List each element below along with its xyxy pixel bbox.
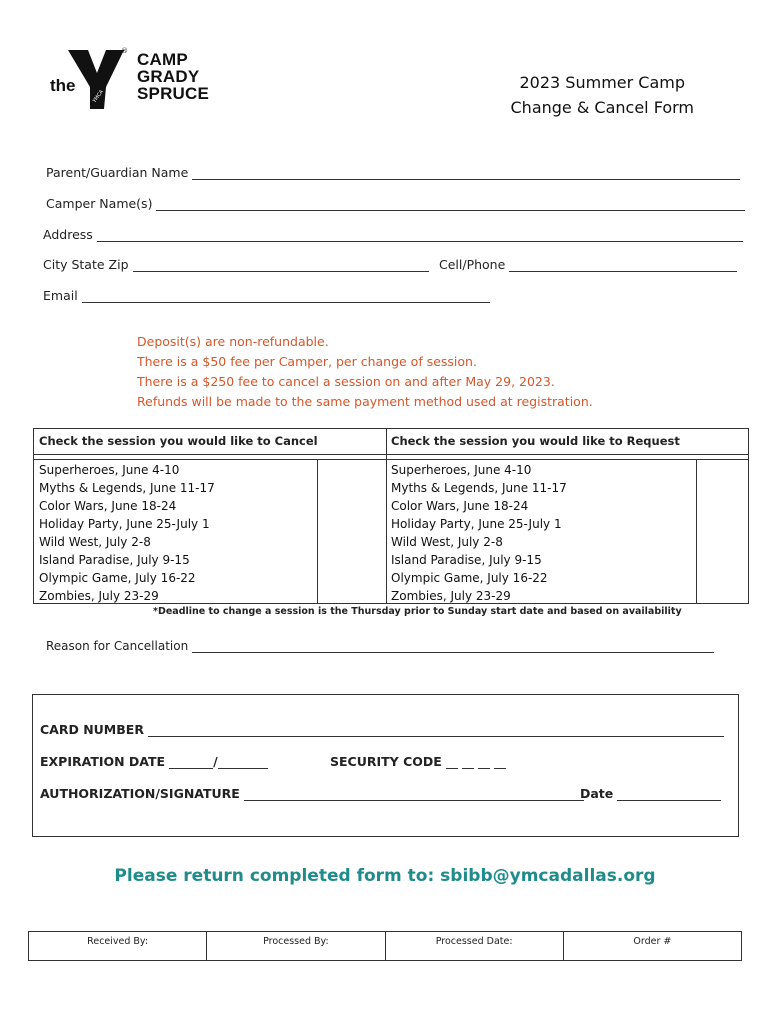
- card-number-field[interactable]: [40, 722, 724, 737]
- order-number-cell[interactable]: Order #: [633, 936, 672, 947]
- received-by-cell[interactable]: Received By:: [29, 932, 207, 960]
- logo-registered-mark: ®: [121, 47, 128, 55]
- processed-date-cell[interactable]: Processed Date:: [386, 932, 564, 960]
- email-field[interactable]: [43, 288, 490, 303]
- address-label: Address: [43, 227, 93, 242]
- security-code-field[interactable]: [330, 754, 506, 769]
- logo-the-text: the: [50, 76, 76, 95]
- card-number-line[interactable]: [148, 724, 724, 737]
- request-session-item: Wild West, July 2-8: [391, 535, 503, 549]
- list-top-border: [34, 459, 748, 460]
- form-title-line2: Change & Cancel Form: [510, 98, 694, 117]
- notice-line: Deposit(s) are non-refundable.: [137, 334, 329, 349]
- request-session-item: Olympic Game, July 16-22: [391, 571, 548, 585]
- request-session-item: Island Paradise, July 9-15: [391, 553, 542, 567]
- card-number-label: CARD NUMBER: [40, 722, 144, 737]
- cancel-session-item: Zombies, July 23-29: [39, 589, 159, 603]
- parent-name-field[interactable]: [46, 165, 740, 180]
- request-checkbox-column[interactable]: [697, 460, 748, 603]
- policy-notices: [137, 332, 593, 412]
- address-line[interactable]: [97, 229, 743, 242]
- cancel-session-list: [34, 461, 317, 605]
- cancel-session-item: Holiday Party, June 25-July 1: [39, 517, 210, 531]
- request-session-list: [386, 461, 696, 605]
- authorization-signature-line[interactable]: [244, 788, 584, 801]
- ymca-y-logo-icon: [68, 47, 124, 109]
- parent-name-label: Parent/Guardian Name: [46, 165, 189, 180]
- office-use-table: [28, 931, 742, 961]
- request-session-item: Superheroes, June 4-10: [391, 463, 532, 477]
- request-session-item: Holiday Party, June 25-July 1: [391, 517, 562, 531]
- security-code-digit-line[interactable]: [494, 756, 506, 769]
- return-instructions: Please return completed form to: sbibb@ymcadallas.org: [114, 866, 656, 886]
- form-title-line1: 2023 Summer Camp: [519, 73, 685, 92]
- authorization-signature-label: AUTHORIZATION/SIGNATURE: [40, 786, 240, 801]
- notice-line: There is a $250 fee to cancel a session on and after May 29, 2023.: [137, 374, 555, 389]
- logo-line: GRADY: [137, 67, 200, 86]
- card-date-line[interactable]: [617, 788, 721, 801]
- camp-name-logo: [137, 51, 209, 102]
- cell-phone-field[interactable]: [439, 257, 737, 272]
- city-state-zip-line[interactable]: [133, 259, 429, 272]
- security-code-digit-line[interactable]: [462, 756, 474, 769]
- request-session-item: Myths & Legends, June 11-17: [391, 481, 567, 495]
- cancel-session-item: Olympic Game, July 16-22: [39, 571, 196, 585]
- cancel-column-header: Check the session you would like to Cancel: [39, 434, 318, 448]
- request-column-header: Check the session you would like to Request: [391, 434, 680, 448]
- reason-field[interactable]: [46, 639, 714, 653]
- cancel-session-item: Superheroes, June 4-10: [39, 463, 180, 477]
- reason-label: Reason for Cancellation: [46, 639, 189, 653]
- email-label: Email: [43, 288, 78, 303]
- sessions-table: [33, 428, 749, 604]
- email-line[interactable]: [82, 290, 490, 303]
- authorization-signature-field[interactable]: [40, 786, 584, 801]
- camper-name-field[interactable]: [46, 196, 745, 211]
- header-divider: [34, 454, 748, 455]
- card-date-field[interactable]: [580, 786, 721, 801]
- city-state-zip-field[interactable]: [43, 257, 429, 272]
- camper-name-line[interactable]: [156, 198, 745, 211]
- card-date-label: Date: [580, 786, 614, 801]
- notice-line: There is a $50 fee per Camper, per change of session.: [137, 354, 477, 369]
- logo-ymca-text: YMCA: [91, 89, 105, 105]
- expiration-date-label: EXPIRATION DATE: [40, 754, 166, 769]
- cell-phone-line[interactable]: [509, 259, 737, 272]
- city-state-zip-label: City State Zip: [43, 257, 129, 272]
- form-title: [511, 70, 695, 120]
- cancel-session-item: Wild West, July 2-8: [39, 535, 151, 549]
- cancel-checkbox-column[interactable]: [318, 460, 386, 603]
- security-code-label: SECURITY CODE: [330, 754, 442, 769]
- notice-line: Refunds will be made to the same payment method used at registration.: [137, 394, 593, 409]
- cell-phone-label: Cell/Phone: [439, 257, 506, 272]
- reason-line[interactable]: [192, 640, 714, 653]
- expiration-slash: /: [213, 754, 218, 769]
- cancel-session-item: Island Paradise, July 9-15: [39, 553, 190, 567]
- deadline-note: *Deadline to change a session is the Thursday prior to Sunday start date and based on availability: [153, 606, 682, 617]
- security-code-digit-line[interactable]: [478, 756, 490, 769]
- logo-line: CAMP: [137, 50, 188, 69]
- request-session-item: Color Wars, June 18-24: [391, 499, 529, 513]
- security-code-digit-line[interactable]: [446, 756, 458, 769]
- cancel-session-item: Color Wars, June 18-24: [39, 499, 177, 513]
- expiration-month-line[interactable]: [169, 756, 213, 769]
- address-field[interactable]: [43, 227, 743, 242]
- camper-name-label: Camper Name(s): [46, 196, 153, 211]
- expiration-date-field[interactable]: [40, 754, 268, 769]
- processed-by-cell[interactable]: Processed By:: [207, 932, 385, 960]
- request-session-item: Zombies, July 23-29: [391, 589, 511, 603]
- cancel-session-item: Myths & Legends, June 11-17: [39, 481, 215, 495]
- logo-line: SPRUCE: [137, 84, 210, 103]
- parent-name-line[interactable]: [192, 167, 740, 180]
- expiration-year-line[interactable]: [218, 756, 268, 769]
